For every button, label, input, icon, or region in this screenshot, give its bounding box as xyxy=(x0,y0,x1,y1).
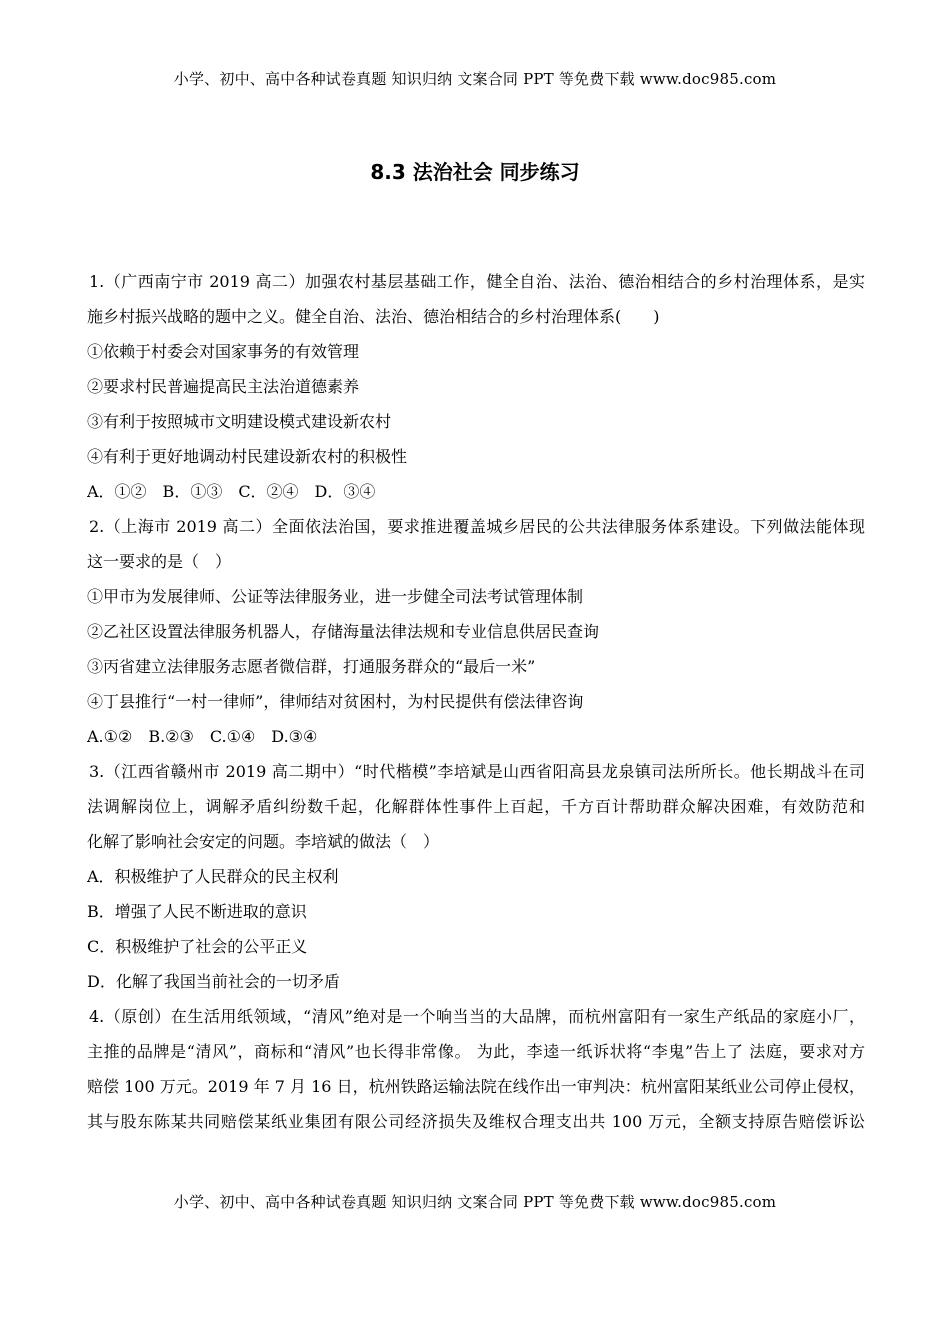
question-stem-line: 法调解岗位上，调解矛盾纠纷数千起，化解群体性事件上百起，千方百计帮助群众解决困难，有效防范和 xyxy=(87,797,865,816)
question-2 xyxy=(87,509,865,754)
statement-item: ②乙社区设置法律服务机器人，存储海量法律法规和专业信息供居民查询 xyxy=(87,622,600,641)
question-stem-line: 主推的品牌是“清风”，商标和“清风”也长得非常像。 为此，李逵一纸诉状将“李鬼”告上了 法庭，要求对方 xyxy=(87,1042,865,1061)
statement-item: ④有利于更好地调动村民建设新农村的积极性 xyxy=(87,447,408,466)
statement-item: ③丙省建立法律服务志愿者微信群，打通服务群众的“最后一米” xyxy=(87,657,536,676)
question-stem-line: 1.（广西南宁市 2019 高二）加强农村基层基础工作，健全自治、法治、德治相结合的乡村治理体系，是实 xyxy=(89,272,865,291)
answer-options: A．①② B．①③ C．②④ D．③④ xyxy=(87,482,376,501)
answer-options: A.①② B.②③ C.①④ D.③④ xyxy=(87,727,318,746)
question-stem-line: 赔偿 100 万元。2019 年 7 月 16 日，杭州铁路运输法院在线作出一审判决：杭州富阳某纸业公司停止侵权， xyxy=(87,1077,865,1096)
statement-item: ③有利于按照城市文明建设模式建设新农村 xyxy=(87,412,392,431)
answer-option: A．积极维护了人民群众的民主权利 xyxy=(87,867,339,886)
statement-item: ①甲市为发展律师、公证等法律服务业，进一步健全司法考试管理体制 xyxy=(87,587,584,606)
question-stem-line: 这一要求的是（ ） xyxy=(87,552,232,571)
answer-option: D．化解了我国当前社会的一切矛盾 xyxy=(87,972,340,991)
question-list xyxy=(87,264,865,1139)
question-4 xyxy=(87,999,865,1139)
question-stem-line: 4.（原创）在生活用纸领域，“清风”绝对是一个响当当的大品牌，而杭州富阳有一家生产纸品的家庭小厂， xyxy=(89,1007,865,1026)
question-3 xyxy=(87,754,865,999)
question-stem-line: 化解了影响社会安定的问题。李培斌的做法（ ） xyxy=(87,832,440,851)
statement-item: ②要求村民普遍提高民主法治道德素养 xyxy=(87,377,360,396)
answer-option: C．积极维护了社会的公平正义 xyxy=(87,937,308,956)
page-header: 小学、初中、高中各种试卷真题 知识归纳 文案合同 PPT 等免费下载 www.doc985.com xyxy=(173,70,777,88)
question-1 xyxy=(87,264,865,509)
question-stem-line: 施乡村振兴战略的题中之义。健全自治、法治、德治相结合的乡村治理体系( ) xyxy=(87,307,660,326)
question-stem-line: 3.（江西省赣州市 2019 高二期中）“时代楷模”李培斌是山西省阳高县龙泉镇司法所所长。他长期战斗在司 xyxy=(89,762,865,781)
question-stem-line: 2.（上海市 2019 高二）全面依法治国，要求推进覆盖城乡居民的公共法律服务体系建设。下列做法能体现 xyxy=(89,517,865,536)
answer-option: B．增强了人民不断进取的意识 xyxy=(87,902,307,921)
page-title: 8.3 法治社会 同步练习 xyxy=(370,160,580,184)
question-stem-line: 其与股东陈某共同赔偿某纸业集团有限公司经济损失及维权合理支出共 100 万元，全额支持原告赔偿诉讼 xyxy=(87,1112,865,1131)
statement-item: ④丁县推行“一村一律师”，律师结对贫困村，为村民提供有偿法律咨询 xyxy=(87,692,584,711)
page-footer: 小学、初中、高中各种试卷真题 知识归纳 文案合同 PPT 等免费下载 www.doc985.com xyxy=(173,1193,777,1211)
statement-item: ①依赖于村委会对国家事务的有效管理 xyxy=(87,342,360,361)
